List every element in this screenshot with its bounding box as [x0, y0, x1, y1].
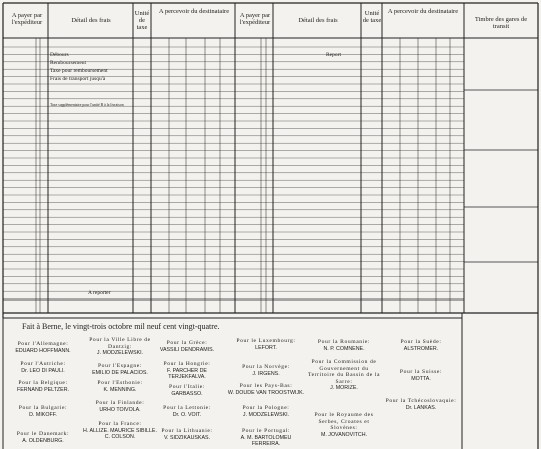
signatory-names: Dr. LANKAS.	[405, 404, 437, 411]
header-detail-right: Détail des frais	[298, 17, 338, 24]
signatory	[227, 338, 305, 351]
signatory-names: J. IRGENS.	[252, 370, 280, 377]
signatory-names: J. MODZELEWSKI.	[96, 350, 144, 357]
signatory-country: Pour la France:	[98, 421, 142, 427]
signatory	[305, 412, 383, 438]
signatory-country: Pour la Lithuanie:	[161, 428, 213, 434]
header-unite-right: Unité de taxe	[362, 10, 382, 24]
signatory-country: Pour l'Allemagne:	[17, 341, 69, 347]
signatory-names: MOTTA.	[411, 375, 431, 382]
signatory-names: URHO TOIVOLA.	[99, 406, 141, 413]
signatory-names: J. MODZELEWSKI.	[242, 411, 290, 418]
signatory	[305, 339, 383, 352]
signatory-country: Pour la Pologne:	[242, 405, 290, 411]
signatory	[148, 405, 226, 418]
signatory-names: EMILIO DE PALACIOS.	[92, 369, 148, 376]
header-percevoir-right: A percevoir du destinataire	[387, 8, 459, 15]
report-label: Report	[326, 52, 341, 58]
signatory-country: Pour le Portugal:	[241, 428, 291, 434]
signatory-names: EDUARD HOFFMANN.	[15, 347, 71, 354]
frais-taxe-supplementaire: Taxe supplémentaire pour l'unité B à la livraison	[50, 103, 124, 107]
signatory-names: J. MORIZE.	[330, 385, 358, 392]
signatory-country: Pour le Royaume des Serbes, Croates et Slovènes:	[314, 412, 374, 432]
signatory-country: Pour l'Espagne:	[97, 363, 143, 369]
signatory	[227, 364, 305, 377]
signatory-names: K. MENNING.	[103, 386, 137, 393]
header-timbre: Timbre des gares de transit	[474, 16, 528, 30]
date-line: Fait à Berne, le vingt-trois octobre mil neuf cent vingt-quatre.	[22, 322, 220, 331]
signatory	[305, 359, 383, 392]
signatory-country: Pour les Pays-Bas:	[239, 383, 293, 389]
signatory	[4, 341, 82, 354]
signatory	[4, 380, 82, 393]
signatory-country: Pour la Ville Libre de Dantzig:	[89, 337, 151, 350]
signatory	[382, 369, 460, 382]
header-paye-right: A payer par l'expéditeur	[239, 12, 271, 26]
signatory	[227, 428, 305, 448]
header-percevoir-left: A percevoir du destinataire	[158, 8, 230, 15]
signatory-country: Pour la Suède:	[400, 339, 442, 345]
signatory	[382, 339, 460, 352]
signatory-country: Pour la Tchécoslovaquie:	[385, 398, 457, 404]
header-paye-left: A payer par l'expéditeur	[11, 12, 43, 26]
signatory-names: W. DOUDE VAN TROOSTWIJK.	[227, 389, 305, 396]
signatory-names: H. ALLIZE. MAURICE SIBILLE. C. COLSON.	[83, 427, 157, 441]
signatory	[4, 405, 82, 418]
signatory-names: LEFORT.	[255, 344, 277, 351]
signatory-names: VASSILI DENDRAMIS.	[159, 346, 215, 353]
signatory-country: Pour la Grèce:	[166, 340, 208, 346]
signatory-country: Pour la Commission de Gouvernement du Territoire du Bassin de la Sarre:	[307, 359, 381, 385]
frais-transport: Frais de transport jusqu'à	[50, 76, 106, 82]
frais-taxe-remboursement: Taxe pour remboursement	[50, 68, 108, 74]
signatory-names: FERNAND PELTZER.	[17, 386, 69, 393]
signatory-country: Pour la Lettonie:	[163, 405, 211, 411]
signatory-country: Pour la Bulgarie:	[18, 405, 68, 411]
signatory-names: V. SIDZIKAUSKAS.	[163, 434, 211, 441]
signatory-names: Dr. LEO DI PAULI.	[21, 367, 65, 374]
signatory-names: F. PARCHER DE TERJEKFALVA.	[167, 367, 207, 381]
reporter-label: A reporter	[88, 290, 111, 296]
signatory-country: Pour la Suisse:	[399, 369, 443, 375]
signatory-country: Pour le Luxembourg:	[236, 338, 296, 344]
frais-remboursement: Remboursement	[50, 60, 87, 66]
signatory-country: Pour la Belgique:	[18, 380, 68, 386]
signatory	[148, 361, 226, 381]
signatory	[382, 398, 460, 411]
signatory-names: A. OLDENBURG.	[22, 437, 64, 444]
signatory-country: Pour l'Italie:	[169, 384, 205, 390]
signatory-country: Pour la Hongrie:	[163, 361, 211, 367]
signatory-names: Dr. O. VOIT.	[172, 411, 202, 418]
signatory-names: A. M. BARTOLOMEU FERREIRA.	[240, 434, 292, 448]
frais-debours: Débours	[50, 52, 69, 58]
signatory-names: N. P. COMNENE.	[323, 345, 365, 352]
signatory-country: Pour la Roumanie:	[317, 339, 371, 345]
signatory	[148, 384, 226, 397]
signatory-names: D. MIKOFF.	[29, 411, 57, 418]
signatory-country: Pour la Finlande:	[95, 400, 145, 406]
signatory-country: Pour le Danemark:	[16, 431, 70, 437]
signatory	[227, 405, 305, 418]
signatory	[227, 383, 305, 396]
signatory	[148, 340, 226, 353]
header-unite-left: Unité de taxe	[134, 10, 150, 31]
signatory-country: Pour l'Esthonie:	[97, 380, 143, 386]
signatory-country: Pour la Norvège:	[242, 364, 290, 370]
signatory	[4, 431, 82, 444]
header-detail-left: Détail des frais	[71, 17, 111, 24]
signatory	[4, 361, 82, 374]
signatory-names: ALSTROMER.	[403, 345, 439, 352]
signatory-country: Pour l'Autriche:	[20, 361, 66, 367]
signatory	[148, 428, 226, 441]
signatory-names: GARBASSO.	[171, 390, 203, 397]
signatory-names: M. JOVANOVITCH.	[320, 431, 368, 438]
